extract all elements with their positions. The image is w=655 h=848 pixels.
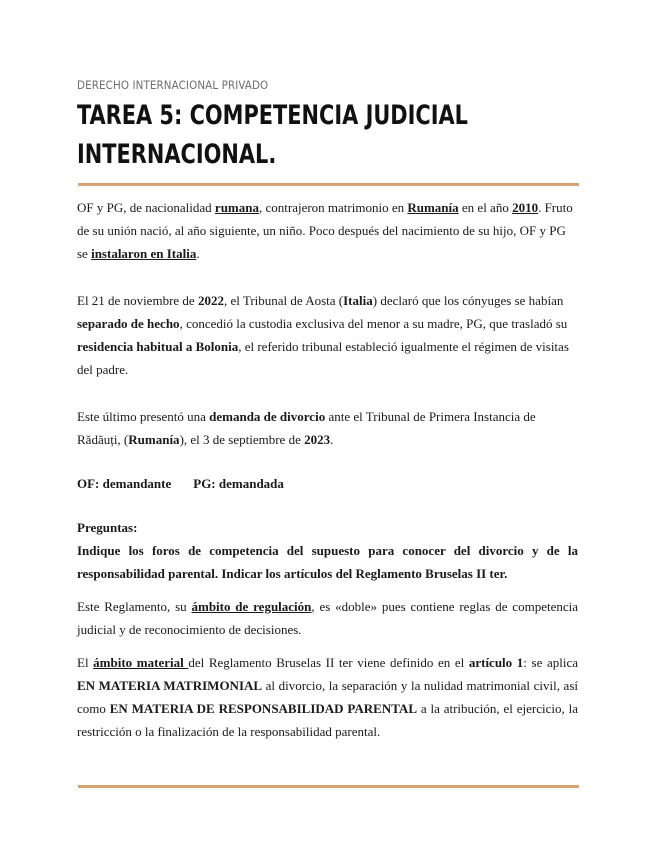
text-run: El: [77, 655, 94, 670]
defendant-label: PG: demandada: [193, 476, 284, 491]
text-run: en el año: [458, 200, 513, 215]
text-run: Este último presentó una: [77, 409, 210, 424]
emphasis-run: Rumanía: [407, 200, 459, 215]
paragraph-regulation-scope: [77, 595, 578, 641]
text-run: a la atribución, el ejercicio, la restricción o la finalización de la responsabilidad parental.: [77, 701, 578, 739]
spacer: [77, 265, 578, 289]
title-line-2: INTERNACIONAL.: [77, 139, 277, 170]
text-run: ) declaró que los cónyuges se habían: [372, 293, 564, 308]
emphasis-run: Italia: [343, 293, 373, 308]
emphasis-run: 2023: [304, 432, 331, 447]
document-body: [77, 196, 578, 743]
text-run: : se aplica: [523, 655, 579, 670]
text-run: , concedió la custodia exclusiva del menor a su madre, PG, que trasladó su: [179, 316, 568, 331]
text-run: , el Tribunal de Aosta (: [223, 293, 344, 308]
spacer: [77, 641, 578, 651]
emphasis-run: demanda de divorcio: [209, 409, 326, 424]
emphasis-run: rumana: [214, 200, 259, 215]
text-run: .: [330, 432, 334, 447]
text-run: . Fruto de su unión nació, al año siguiente, un niño. Poco después del nacimiento de su hijo, OF y PG se: [77, 200, 573, 261]
paragraph-case-facts-2: [77, 289, 578, 381]
text-run: , es «doble» pues contiene reglas de competencia judicial y de reconocimiento de decisiones.: [77, 599, 578, 637]
emphasis-run: separado de hecho: [77, 316, 180, 331]
parties-line: [77, 472, 578, 495]
emphasis-run: instalaron en Italia: [91, 246, 197, 261]
page-title: [77, 96, 507, 174]
emphasis-run: ámbito material: [93, 655, 189, 670]
emphasis-run: Rumanía: [128, 432, 180, 447]
bottom-divider: [78, 785, 579, 788]
spacer: [77, 495, 578, 516]
subject-label: DERECHO INTERNACIONAL PRIVADO: [77, 78, 269, 92]
text-run: El 21 de noviembre de: [77, 293, 198, 308]
spacer: [77, 381, 578, 405]
text-run: .: [196, 246, 200, 261]
emphasis-run: artículo 1: [468, 655, 524, 670]
plaintiff-label: OF: demandante: [77, 476, 172, 491]
emphasis-run: EN MATERIA DE RESPONSABILIDAD PARENTAL: [109, 701, 417, 716]
title-line-1: TAREA 5: COMPETENCIA JUDICIAL: [77, 100, 468, 131]
paragraph-material-scope: [77, 651, 578, 743]
top-divider: [78, 183, 579, 186]
text-run: Este Reglamento, su: [77, 599, 192, 614]
paragraph-case-facts-1: [77, 196, 578, 265]
text-run: OF y PG, de nacionalidad: [77, 200, 215, 215]
spacer: [77, 451, 578, 472]
text-run: al divorcio, la separación y la nulidad matrimonial civil, así como: [77, 678, 578, 716]
emphasis-run: ámbito de regulación: [191, 599, 312, 614]
emphasis-run: 2010: [512, 200, 539, 215]
emphasis-run: residencia habitual a Bolonia: [77, 339, 239, 354]
questions-heading: Preguntas:: [77, 520, 138, 535]
text-run: , el referido tribunal estableció igualmente el régimen de visitas del padre.: [77, 339, 569, 377]
paragraph-case-facts-3: [77, 405, 578, 451]
spacer: [77, 585, 578, 595]
text-run: , contrajeron matrimonio en: [258, 200, 408, 215]
text-run: ante el Tribunal de Primera Instancia de Rădăuți, (: [77, 409, 536, 447]
emphasis-run: EN MATERIA MATRIMONIAL: [77, 678, 263, 693]
question-1: Indique los foros de competencia del supuesto para conocer del divorcio y de la responsabilidad parental. Indicar los artículos del Reglamento Bruselas II ter.: [77, 543, 578, 581]
emphasis-run: 2022: [197, 293, 224, 308]
text-run: ), el 3 de septiembre de: [179, 432, 305, 447]
text-run: del Reglamento Bruselas II ter viene definido en el: [188, 655, 469, 670]
